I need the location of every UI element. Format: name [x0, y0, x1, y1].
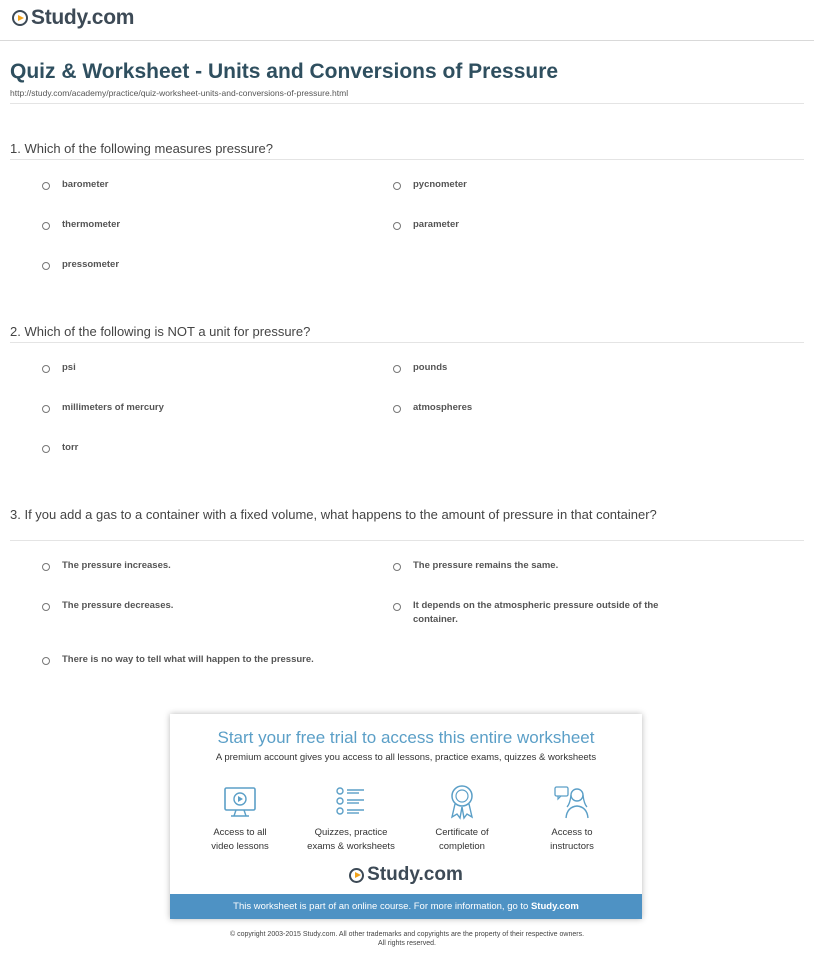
option-label: pressometer	[62, 259, 120, 270]
header-divider	[0, 40, 814, 41]
option-label: barometer	[62, 179, 109, 190]
copyright	[0, 930, 814, 948]
q2-option-atmospheres[interactable]	[393, 401, 703, 415]
radio-button[interactable]	[393, 563, 401, 571]
option-label: millimeters of mercury	[62, 402, 164, 413]
feature-video-lessons	[185, 782, 295, 854]
q2-option-psi[interactable]	[42, 361, 352, 375]
feature-quizzes	[296, 782, 406, 854]
feature-label: Certificate of completion	[435, 827, 489, 852]
site-logo[interactable]	[12, 6, 134, 30]
radio-button[interactable]	[393, 405, 401, 413]
play-logo-icon	[349, 868, 364, 883]
radio-button[interactable]	[42, 445, 50, 453]
feature-label: Access to all video lessons	[211, 827, 269, 852]
radio-button[interactable]	[42, 657, 50, 665]
q1-option-parameter[interactable]	[393, 218, 703, 232]
question-divider	[10, 342, 804, 343]
copyright-line-2: All rights reserved.	[378, 940, 436, 947]
q3-option-remains-same[interactable]	[393, 559, 703, 573]
promo-bar-text: This worksheet is part of an online course. For more information, go to	[233, 901, 531, 912]
question-3-text: 3. If you add a gas to a container with a fixed volume, what happens to the amount of pressure in that container?	[10, 507, 657, 522]
option-label: The pressure increases.	[62, 560, 171, 571]
quiz-list-icon	[331, 782, 371, 822]
radio-button[interactable]	[42, 182, 50, 190]
feature-label: Access to instructors	[550, 827, 594, 852]
free-trial-promo	[170, 714, 642, 919]
q1-option-thermometer[interactable]	[42, 218, 352, 232]
play-logo-icon	[12, 10, 28, 26]
option-label: pycnometer	[413, 179, 467, 190]
radio-button[interactable]	[42, 405, 50, 413]
radio-button[interactable]	[393, 365, 401, 373]
question-divider	[10, 159, 804, 160]
instructors-icon	[552, 782, 592, 822]
q2-option-pounds[interactable]	[393, 361, 703, 375]
radio-button[interactable]	[42, 563, 50, 571]
radio-button[interactable]	[393, 222, 401, 230]
q3-option-decreases[interactable]	[42, 599, 352, 613]
radio-button[interactable]	[42, 222, 50, 230]
feature-certificate	[407, 782, 517, 854]
q3-option-depends-atmospheric[interactable]	[393, 599, 703, 627]
page-url: http://study.com/academy/practice/quiz-worksheet-units-and-conversions-of-pressure.html	[10, 88, 349, 98]
radio-button[interactable]	[42, 365, 50, 373]
video-lessons-icon	[220, 782, 260, 822]
option-label: thermometer	[62, 219, 121, 230]
question-2-text: 2. Which of the following is NOT a unit for pressure?	[10, 324, 311, 339]
q1-option-pressometer[interactable]	[42, 258, 352, 272]
option-label: The pressure decreases.	[62, 600, 174, 611]
q2-option-torr[interactable]	[42, 441, 352, 455]
radio-button[interactable]	[42, 603, 50, 611]
promo-subtitle: A premium account gives you access to all lessons, practice exams, quizzes & worksheets	[215, 752, 597, 763]
option-label: There is no way to tell what will happen to the pressure.	[62, 654, 314, 665]
title-divider	[10, 103, 804, 104]
promo-title[interactable]: Start your free trial to access this entire worksheet	[217, 728, 595, 747]
q3-option-increases[interactable]	[42, 559, 352, 573]
radio-button[interactable]	[42, 262, 50, 270]
q1-option-barometer[interactable]	[42, 178, 352, 192]
logo-text: Study.com	[367, 864, 463, 885]
radio-button[interactable]	[393, 182, 401, 190]
option-label: The pressure remains the same.	[413, 560, 559, 571]
copyright-line-1: © copyright 2003-2015 Study.com. All other trademarks and copyrights are the property of their respective owners.	[229, 931, 585, 938]
q2-option-millimeters-of-mercury[interactable]	[42, 401, 352, 415]
q3-option-no-way-to-tell[interactable]	[42, 653, 402, 667]
option-label: atmospheres	[413, 402, 473, 413]
certificate-icon	[442, 782, 482, 822]
radio-button[interactable]	[393, 603, 401, 611]
logo-text: Study.com	[31, 6, 135, 29]
option-label: torr	[62, 442, 79, 453]
promo-bar-link[interactable]: Study.com	[530, 901, 579, 912]
q1-option-pycnometer[interactable]	[393, 178, 703, 192]
feature-label: Quizzes, practice exams & worksheets	[307, 827, 395, 852]
promo-logo[interactable]	[170, 864, 642, 886]
option-label: psi	[62, 362, 76, 373]
promo-info-bar	[170, 894, 642, 919]
question-divider	[10, 540, 804, 541]
question-1-text: 1. Which of the following measures pressure?	[10, 141, 274, 156]
page-title: Quiz & Worksheet - Units and Conversions of Pressure	[10, 60, 559, 83]
option-label: pounds	[413, 362, 448, 373]
feature-instructors	[517, 782, 627, 854]
option-label: It depends on the atmospheric pressure outside of the container.	[413, 600, 659, 625]
option-label: parameter	[413, 219, 459, 230]
